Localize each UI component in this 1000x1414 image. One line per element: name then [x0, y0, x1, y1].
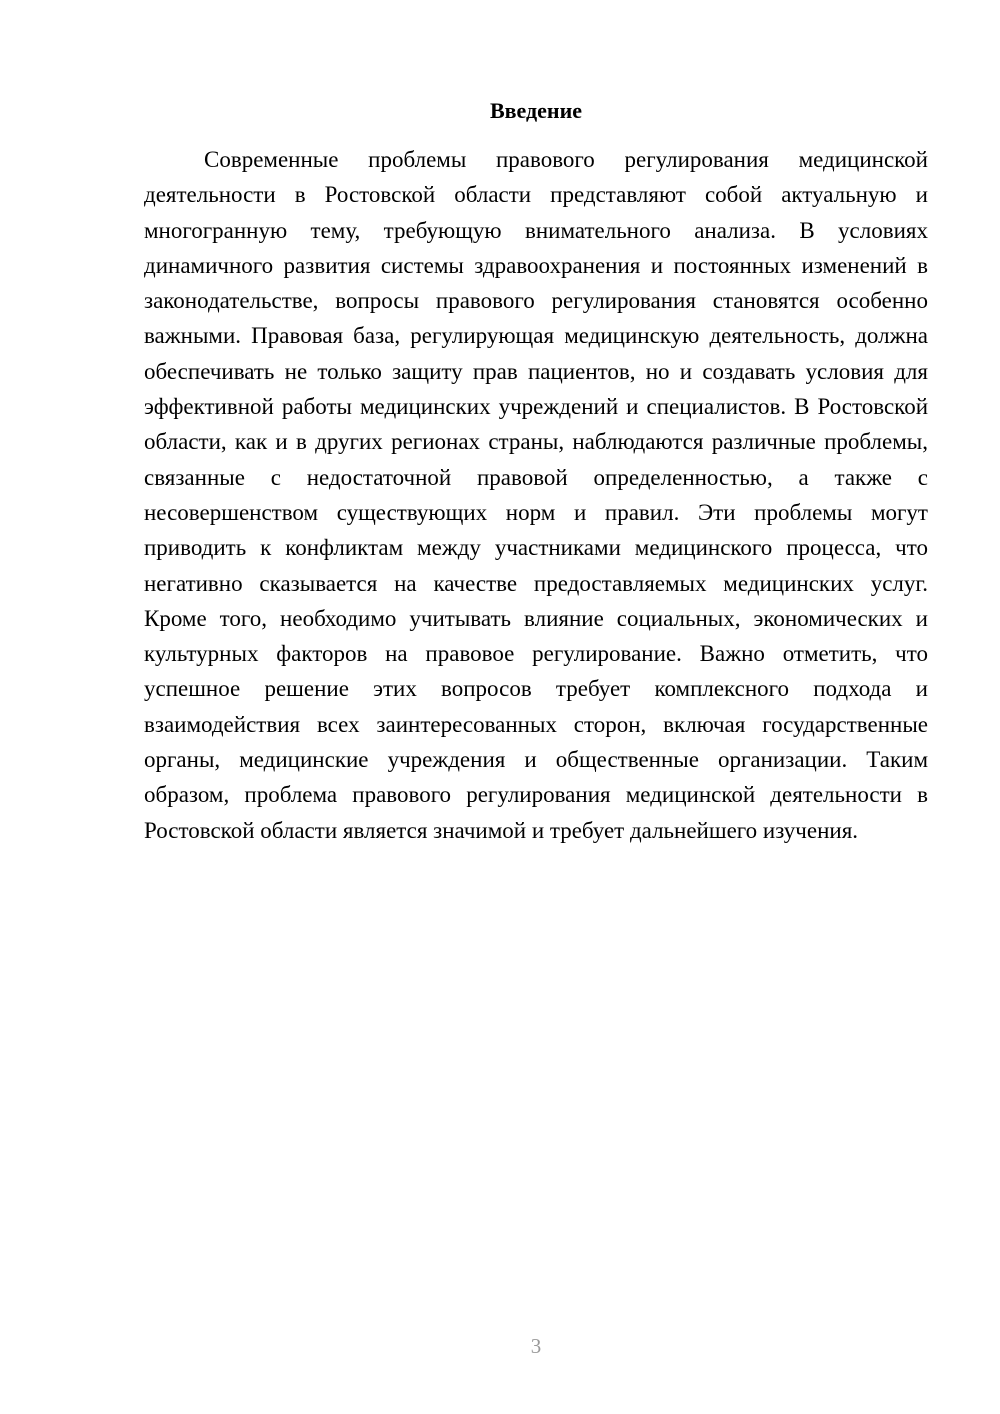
body-paragraph: Современные проблемы правового регулирования медицинской деятельности в Ростовской области представляют собой актуальную и многогранную тему, требующую внимательного анализа. В условиях динамичного развития системы здравоохранения и постоянных изменений в законодательстве, вопросы правового регулирования становятся особенно важными. Правовая база, регулирующая медицинскую деятельность, должна обеспечивать не только защиту прав пациентов, но и создавать условия для эффективной работы медицинских учреждений и специалистов. В Ростовской области, как и в других регионах страны, наблюдаются различные проблемы, связанные с недостаточной правовой определенностью, а также с несовершенством существующих норм и правил. Эти проблемы могут приводить к конфликтам между участниками медицинского процесса, что негативно сказывается на качестве предоставляемых медицинских услуг. Кроме того, необходимо учитывать влияние социальных, экономических и культурных факторов на правовое регулирование. Важно отметить, что успешное решение этих вопросов требует комплексного подхода и взаимодействия всех заинтересованных сторон, включая государственные органы, медицинские учреждения и общественные организации. Таким образом, проблема правового регулирования медицинской деятельности в Ростовской области является значимой и требует дальнейшего изучения. — [144, 147, 928, 843]
page-number: 3 — [530, 1334, 542, 1358]
section-heading: Введение — [489, 98, 583, 123]
